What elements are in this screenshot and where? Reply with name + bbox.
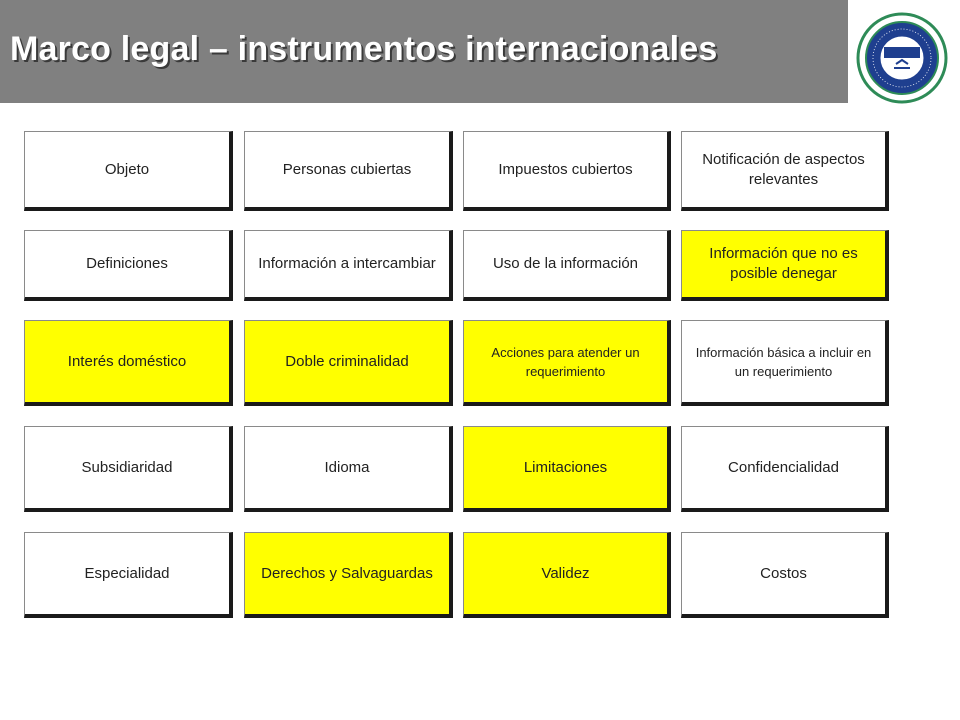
topic-box (681, 426, 889, 512)
topic-box (244, 230, 453, 301)
topic-box (24, 532, 233, 618)
topic-box (24, 131, 233, 211)
topic-label: Idioma (324, 458, 370, 476)
topic-box (24, 230, 233, 301)
topic-label: Doble criminalidad (285, 352, 409, 370)
topic-label: Costos (760, 564, 807, 582)
topic-box (463, 320, 671, 406)
topic-label: Impuestos cubiertos (498, 160, 633, 178)
topic-label: Derechos y Salvaguardas (261, 564, 433, 582)
topic-box (681, 532, 889, 618)
topic-box (681, 131, 889, 211)
topic-label: Notificación de aspectos relevantes (702, 150, 865, 188)
topic-box (244, 532, 453, 618)
topic-label: Información básica a incluir en un requerimiento (695, 344, 872, 379)
topic-box (244, 426, 453, 512)
topic-label: Objeto (104, 160, 150, 178)
page-title: Marco legal – instrumentos internacionales (10, 30, 718, 68)
topic-label: Subsidiaridad (81, 458, 173, 476)
topic-label: Confidencialidad (728, 458, 839, 476)
topic-box (463, 230, 671, 301)
topic-box (24, 426, 233, 512)
topic-label: Información que no es posible denegar (709, 245, 858, 282)
topic-label: Validez (541, 564, 590, 582)
topic-label: Definiciones (86, 255, 168, 272)
topic-label: Interés doméstico (67, 352, 187, 370)
topic-label: Personas cubiertas (282, 160, 412, 178)
topic-label: Acciones para atender un requerimiento (491, 344, 640, 379)
topic-box (681, 320, 889, 406)
topic-box (244, 320, 453, 406)
topic-label: Información a intercambiar (258, 255, 436, 272)
topic-label: Limitaciones (523, 458, 608, 476)
topic-box (463, 131, 671, 211)
topic-box (681, 230, 889, 301)
topic-box (463, 532, 671, 618)
topic-label: Especialidad (84, 564, 170, 582)
topic-label: Uso de la información (492, 255, 639, 272)
topic-box (24, 320, 233, 406)
topic-box (244, 131, 453, 211)
topic-box (463, 426, 671, 512)
